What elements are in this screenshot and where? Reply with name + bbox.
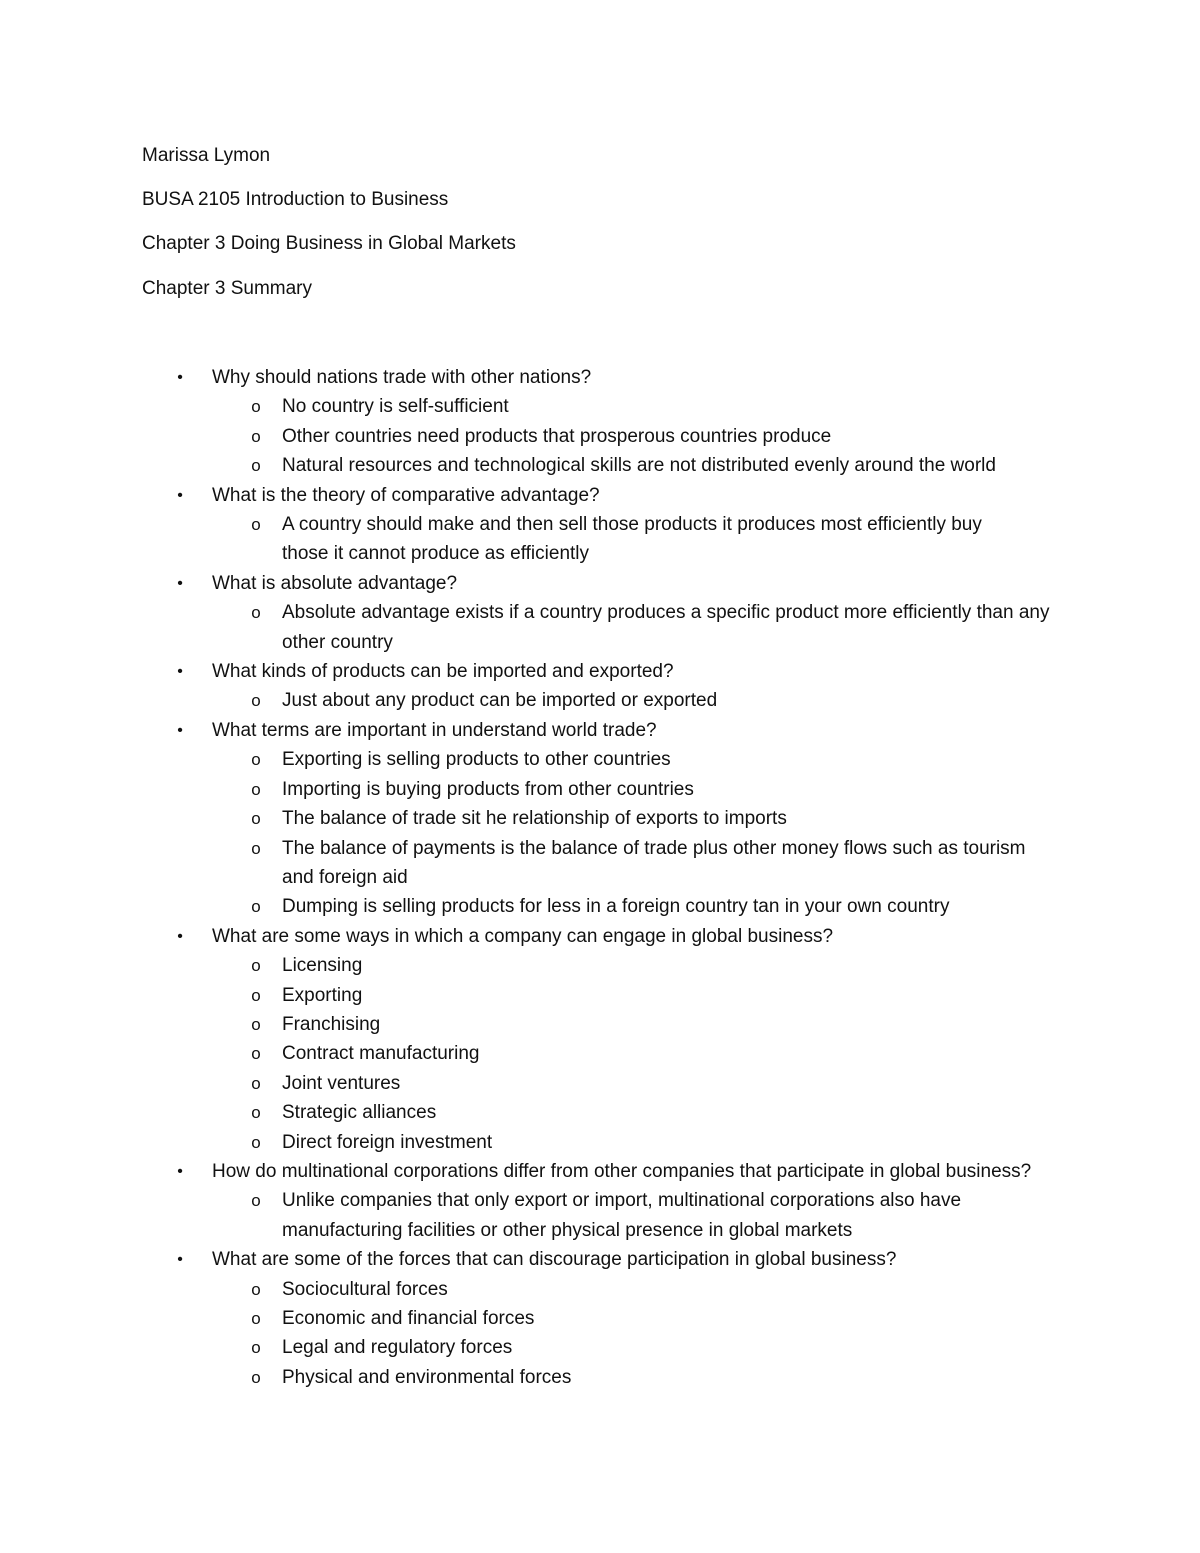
sub-bullet-icon: o — [251, 1073, 261, 1093]
answer-text: Exporting — [282, 984, 363, 1006]
answer-text: Strategic alliances — [282, 1102, 437, 1124]
answer-item — [0, 422, 1070, 451]
answer-item — [0, 1069, 1070, 1098]
bullet-icon: • — [177, 663, 183, 681]
sub-bullet-icon: o — [251, 956, 261, 976]
question-text: What terms are important in understand world trade? — [212, 719, 657, 741]
question-text: What are some ways in which a company can engage in global business? — [212, 925, 834, 947]
question-text: What is absolute advantage? — [212, 572, 458, 594]
answer-item — [0, 834, 1062, 893]
answer-text: Legal and regulatory forces — [282, 1337, 513, 1359]
answer-item — [0, 686, 1070, 715]
sub-bullet-icon: o — [251, 838, 261, 858]
question-item — [0, 716, 1200, 922]
answer-item — [0, 745, 1070, 774]
answer-text: Direct foreign investment — [282, 1131, 493, 1153]
summary-title: Chapter 3 Summary — [142, 278, 313, 299]
course-title: BUSA 2105 Introduction to Business — [142, 189, 449, 210]
answer-text: Contract manufacturing — [282, 1043, 480, 1065]
question-item — [0, 1157, 1200, 1245]
answer-text: Sociocultural forces — [282, 1278, 448, 1300]
sub-bullet-icon: o — [251, 1044, 261, 1064]
bullet-icon: • — [177, 369, 183, 386]
answer-item — [0, 1304, 1070, 1333]
sub-bullet-icon: o — [251, 779, 261, 799]
answer-text: Exporting is selling products to other countries — [282, 749, 671, 771]
sub-bullet-icon: o — [251, 809, 261, 829]
answer-list — [212, 510, 1070, 569]
sub-bullet-icon: o — [251, 1132, 261, 1152]
question-item — [0, 569, 1200, 657]
answer-item — [0, 392, 1070, 421]
answer-text: Franchising — [282, 1013, 381, 1035]
sub-bullet-icon: o — [251, 426, 261, 446]
answer-text: Absolute advantage exists if a country produces a specific product more efficiently than any other country — [282, 602, 1050, 653]
answer-text: The balance of trade sit he relationship of exports to imports — [282, 808, 787, 830]
sub-bullet-icon: o — [251, 1367, 261, 1387]
answer-item — [0, 892, 1070, 921]
answer-item — [0, 951, 1070, 980]
sub-bullet-icon: o — [251, 985, 261, 1005]
answer-item — [0, 1275, 1070, 1304]
answer-text: A country should make and then sell those products it produces most efficiently buy those it cannot produce as efficiently — [282, 514, 982, 565]
answer-list — [212, 745, 1070, 921]
answer-text: Licensing — [282, 955, 363, 977]
sub-bullet-icon: o — [251, 1309, 261, 1328]
answer-text: Dumping is selling products for less in a foreign country tan in your own country — [282, 896, 950, 918]
sub-bullet-icon: o — [251, 750, 261, 770]
question-text: What are some of the forces that can discourage participation in global business? — [212, 1249, 897, 1271]
question-text: What is the theory of comparative advantage? — [212, 484, 600, 506]
question-item — [0, 1245, 1200, 1392]
answer-text: Economic and financial forces — [282, 1308, 535, 1329]
question-text: How do multinational corporations differ from other companies that participate in global business? — [212, 1160, 1032, 1182]
sub-bullet-icon: o — [251, 1279, 261, 1299]
bullet-icon: • — [177, 1251, 183, 1269]
sub-bullet-icon: o — [251, 691, 261, 711]
sub-bullet-icon: o — [251, 1103, 261, 1123]
answer-item — [0, 1039, 1070, 1068]
answer-item — [0, 1128, 1070, 1157]
answer-text: Just about any product can be imported or exported — [282, 690, 718, 712]
bullet-icon: • — [177, 721, 183, 739]
answer-list — [212, 686, 1070, 715]
question-item — [0, 363, 1200, 481]
answer-text: No country is self-sufficient — [282, 396, 509, 418]
answer-list — [212, 1186, 1070, 1245]
sub-bullet-icon: o — [251, 1014, 261, 1034]
answer-list — [212, 392, 1070, 480]
author-name: Marissa Lymon — [142, 145, 271, 166]
answer-item — [0, 1186, 1012, 1245]
answer-item — [0, 1098, 1070, 1127]
answer-text: Physical and environmental forces — [282, 1366, 572, 1388]
question-item — [0, 481, 1200, 569]
answer-list — [212, 1275, 1070, 1393]
sub-bullet-icon: o — [251, 1338, 261, 1358]
answer-item — [0, 1363, 1070, 1392]
answer-text: Unlike companies that only export or import, multinational corporations also have manufacturing facilities or other physical presence in global markets — [282, 1190, 962, 1241]
question-item — [0, 657, 1200, 716]
bullet-icon: • — [177, 486, 183, 504]
sub-bullet-icon: o — [251, 603, 261, 623]
answer-item — [0, 981, 1070, 1010]
question-text: What kinds of products can be imported and exported? — [212, 661, 674, 683]
sub-bullet-icon: o — [251, 515, 261, 535]
answer-item — [0, 804, 1070, 833]
answer-text: Importing is buying products from other countries — [282, 778, 694, 800]
answer-item — [0, 510, 1022, 569]
answer-text: The balance of payments is the balance of trade plus other money flows such as tourism and foreign aid — [282, 837, 1026, 888]
sub-bullet-icon: o — [251, 397, 261, 417]
answer-item — [0, 451, 1070, 480]
answer-text: Natural resources and technological skills are not distributed evenly around the world — [282, 455, 996, 477]
bullet-icon: • — [177, 927, 183, 945]
answer-list — [212, 951, 1070, 1157]
answer-item — [0, 1333, 1070, 1362]
bullet-icon: • — [177, 574, 183, 592]
question-text: Why should nations trade with other nations? — [212, 367, 592, 388]
sub-bullet-icon: o — [251, 456, 261, 476]
answer-text: Other countries need products that prosperous countries produce — [282, 425, 832, 447]
answer-item — [0, 1010, 1070, 1039]
question-item — [0, 922, 1200, 1157]
sub-bullet-icon: o — [251, 1191, 261, 1211]
answer-list — [212, 598, 1070, 657]
answer-item — [0, 598, 1052, 657]
summary-outline — [0, 363, 1200, 1392]
chapter-title: Chapter 3 Doing Business in Global Markets — [142, 233, 516, 254]
answer-text: Joint ventures — [282, 1072, 401, 1094]
bullet-icon: • — [177, 1162, 183, 1180]
sub-bullet-icon: o — [251, 897, 261, 917]
answer-item — [0, 775, 1070, 804]
